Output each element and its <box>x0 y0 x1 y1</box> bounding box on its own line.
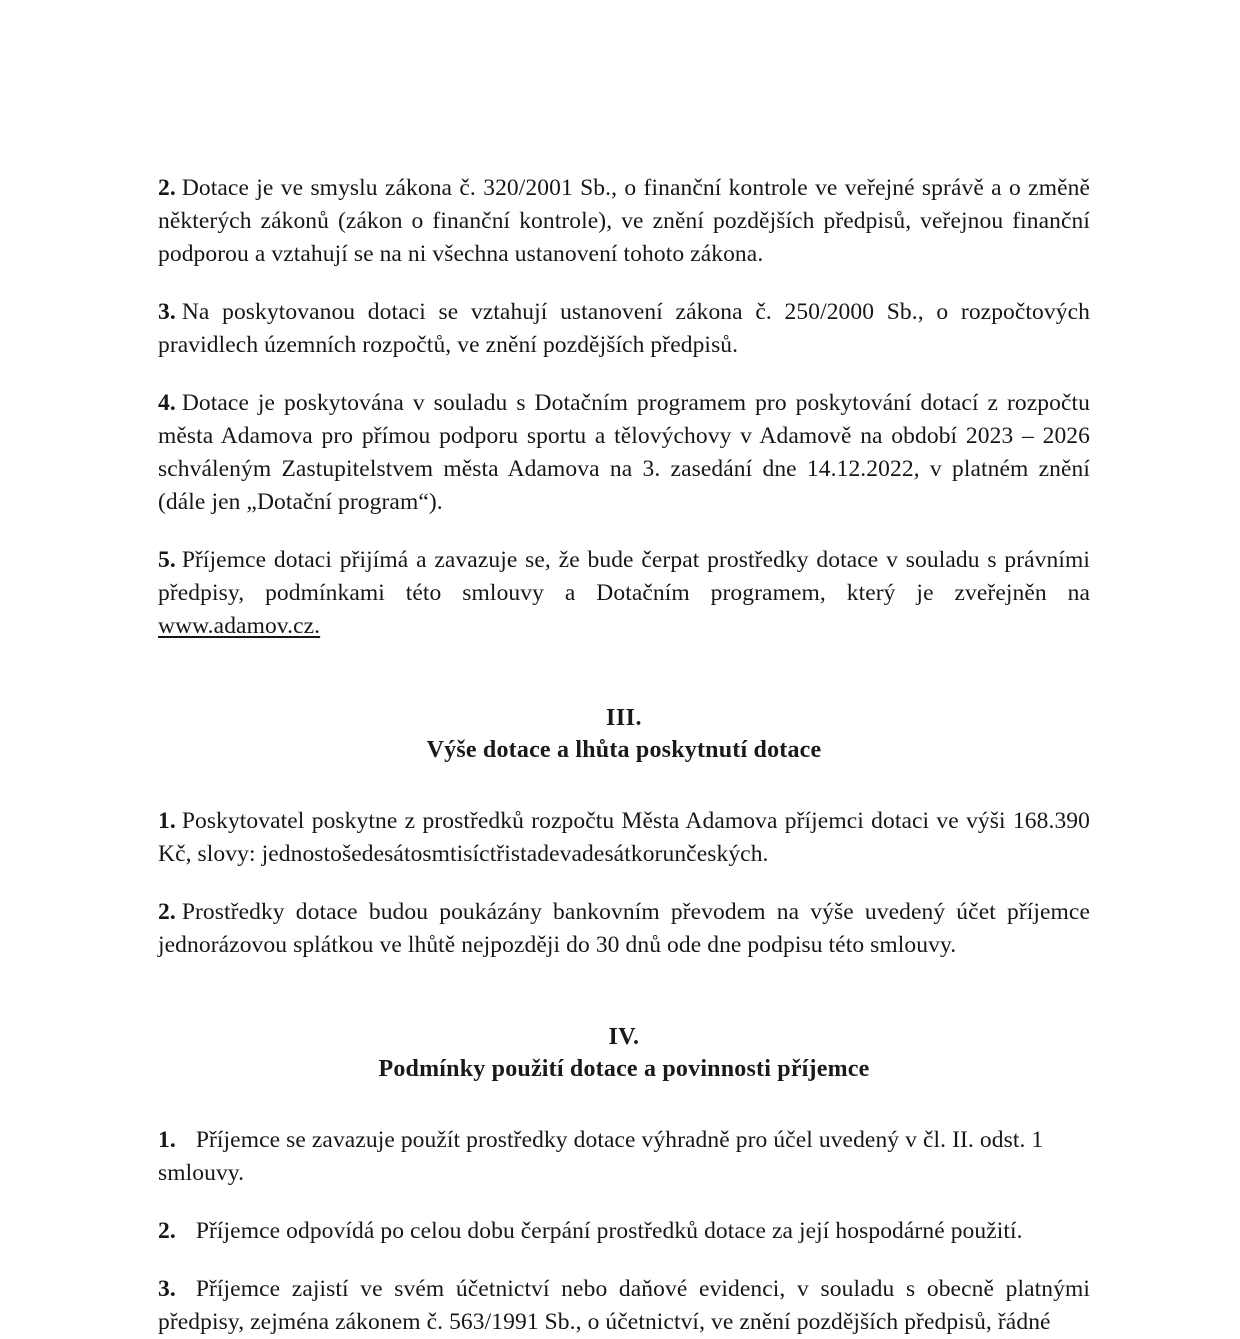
paragraph-4 <box>158 387 1090 519</box>
paragraph-2 <box>158 172 1090 271</box>
section-four-item-1 <box>158 1124 1090 1190</box>
section-three-title: Výše dotace a lhůta poskytnutí dotace <box>426 737 822 763</box>
section-three-item-2-text: Prostředky dotace budou poukázány bankovním převodem na výše uvedený účet příjemce jednorázovou splátkou ve lhůtě nejpozději do 30 dnů ode dne podpisu této smlouvy. <box>158 899 1090 958</box>
section-four-item-3 <box>158 1273 1090 1339</box>
paragraph-5 <box>158 544 1090 643</box>
spacer-before-section-four <box>158 987 1090 1021</box>
section-four-title: Podmínky použití dotace a povinnosti příjemce <box>378 1056 870 1082</box>
section-four-heading <box>158 1021 1090 1086</box>
section-three-item-1 <box>158 805 1090 871</box>
section-four-item-2 <box>158 1215 1090 1248</box>
section-four-roman-numeral: IV. <box>608 1024 640 1050</box>
paragraph-5-number: 5. <box>158 547 176 573</box>
section-three-roman-numeral: III. <box>605 705 643 731</box>
section-four-item-1-number: 1. <box>158 1127 176 1153</box>
section-three-item-2-number: 2. <box>158 899 176 925</box>
paragraph-5-text: Příjemce dotaci přijímá a zavazuje se, že bude čerpat prostředky dotace v souladu s právními předpisy, podmínkami této smlouvy a Dotačním programem, který je zveřejněn na <box>158 547 1090 606</box>
paragraph-4-text: Dotace je poskytována v souladu s Dotačním programem pro poskytování dotací z rozpočtu města Adamova pro přímou podporu sportu a tělovýchovy v Adamově na období 2023 – 2026 schváleným Zastupitelstvem města Adamova na 3. zasedání dne 14.12.2022, v platném znění (dále jen „Dotační program“). <box>158 390 1090 515</box>
paragraph-3-number: 3. <box>158 299 176 325</box>
section-four-item-1-text: Příjemce se zavazuje použít prostředky dotace výhradně pro účel uvedený v čl. II. odst. 1 smlouvy. <box>158 1127 1044 1186</box>
paragraph-4-number: 4. <box>158 390 176 416</box>
section-four-item-3-text: Příjemce zajistí ve svém účetnictví nebo daňové evidenci, v souladu s obecně platnými předpisy, zejména zákonem č. 563/1991 Sb., o účetnictví, ve znění pozdějších předpisů, řádné <box>158 1276 1090 1335</box>
section-three-item-2 <box>158 896 1090 962</box>
section-three-item-1-text: Poskytovatel poskytne z prostředků rozpočtu Města Adamova příjemci dotaci ve výši 168.390 Kč, slovy: jednostošedesátosmtisíctřistadevadesátkorunčeských. <box>158 808 1090 867</box>
spacer-before-section-three <box>158 668 1090 702</box>
paragraph-2-text: Dotace je ve smyslu zákona č. 320/2001 Sb., o finanční kontrole ve veřejné správě a o změně některých zákonů (zákon o finanční kontrole), ve znění pozdějších předpisů, veřejnou finanční podporou a vztahují se na ni všechna ustanovení tohoto zákona. <box>158 175 1090 267</box>
section-three-heading <box>158 702 1090 767</box>
paragraph-2-number: 2. <box>158 175 176 201</box>
section-four-item-3-number: 3. <box>158 1276 176 1302</box>
section-four-item-2-number: 2. <box>158 1218 176 1244</box>
paragraph-3-text: Na poskytovanou dotaci se vztahují ustanovení zákona č. 250/2000 Sb., o rozpočtových pravidlech územních rozpočtů, ve znění pozdějších předpisů. <box>158 299 1090 358</box>
document-body <box>158 172 1090 1339</box>
paragraph-3 <box>158 296 1090 362</box>
section-four-item-2-text: Příjemce odpovídá po celou dobu čerpání prostředků dotace za její hospodárné použití. <box>195 1218 1023 1244</box>
spacer-after-section-three-heading <box>158 793 1090 805</box>
spacer-after-section-four-heading <box>158 1112 1090 1124</box>
adamov-website-link[interactable]: www.adamov.cz. <box>158 613 321 639</box>
section-three-item-1-number: 1. <box>158 808 176 834</box>
